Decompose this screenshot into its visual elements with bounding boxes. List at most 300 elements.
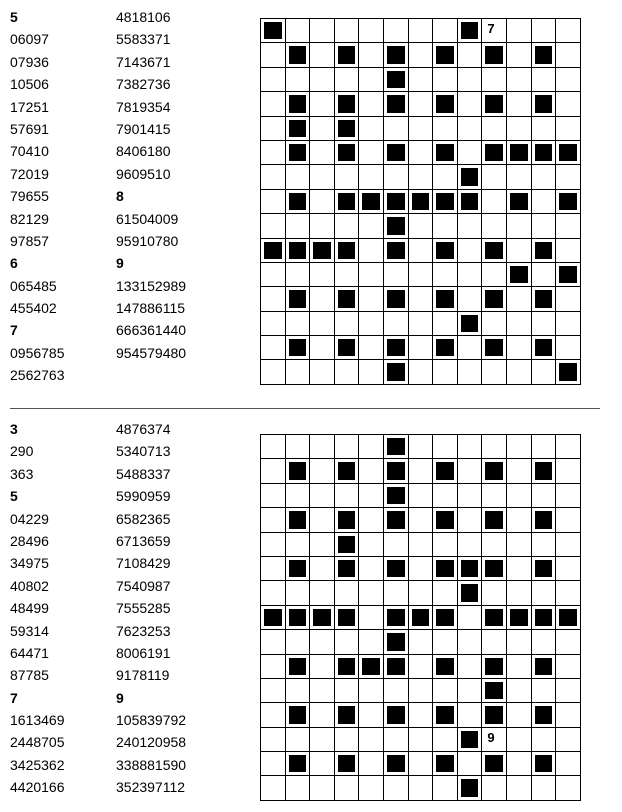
grid-cell[interactable]	[286, 263, 311, 287]
grid-cell[interactable]	[458, 287, 483, 311]
number-entry: 7819354	[116, 98, 171, 115]
grid-cell[interactable]	[556, 752, 581, 776]
grid-cell[interactable]	[409, 141, 434, 165]
black-cell	[335, 287, 360, 311]
grid-cell[interactable]	[335, 728, 360, 752]
grid-cell[interactable]	[482, 484, 507, 508]
grid-cell[interactable]	[310, 287, 335, 311]
grid-cell[interactable]	[286, 435, 311, 459]
grid-cell[interactable]	[359, 581, 384, 605]
grid-cell[interactable]	[409, 508, 434, 532]
black-cell	[286, 459, 311, 483]
grid-cell[interactable]	[482, 630, 507, 654]
grid-cell[interactable]	[458, 679, 483, 703]
grid-cell[interactable]	[286, 214, 311, 238]
grid-cell[interactable]	[409, 165, 434, 189]
grid-cell[interactable]	[335, 776, 360, 800]
grid-cell[interactable]	[532, 19, 557, 43]
black-cell	[482, 557, 507, 581]
grid-cell[interactable]	[310, 263, 335, 287]
grid-cell[interactable]	[335, 19, 360, 43]
grid-cell[interactable]	[556, 703, 581, 727]
grid-cell[interactable]	[261, 68, 286, 92]
grid-cell[interactable]	[507, 165, 532, 189]
grid-cell[interactable]	[261, 92, 286, 116]
grid-cell[interactable]	[261, 435, 286, 459]
grid-cell[interactable]	[359, 336, 384, 360]
grid-cell[interactable]	[409, 630, 434, 654]
grid-cell[interactable]	[261, 655, 286, 679]
grid-cell[interactable]	[556, 655, 581, 679]
grid-cell[interactable]	[507, 703, 532, 727]
grid-cell[interactable]	[409, 655, 434, 679]
grid-cell[interactable]	[409, 214, 434, 238]
grid-cell[interactable]	[409, 239, 434, 263]
grid-cell[interactable]	[384, 165, 409, 189]
grid-cell[interactable]	[556, 239, 581, 263]
grid-cell[interactable]	[286, 165, 311, 189]
grid-cell[interactable]	[507, 679, 532, 703]
black-cell	[433, 557, 458, 581]
grid-cell[interactable]	[507, 92, 532, 116]
grid-cell[interactable]	[359, 752, 384, 776]
grid-cell[interactable]	[384, 312, 409, 336]
grid-cell[interactable]	[507, 117, 532, 141]
grid-cell[interactable]	[556, 533, 581, 557]
grid-cell[interactable]	[261, 287, 286, 311]
grid-cell[interactable]	[359, 263, 384, 287]
number-entry: 3425362	[10, 756, 65, 773]
number-entry: 5990959	[116, 488, 171, 505]
grid-cell[interactable]	[556, 630, 581, 654]
grid-cell[interactable]	[261, 508, 286, 532]
grid-cell[interactable]	[261, 43, 286, 67]
grid-cell[interactable]	[286, 533, 311, 557]
grid-cell[interactable]	[409, 312, 434, 336]
grid-cell[interactable]	[458, 92, 483, 116]
grid-cell[interactable]	[359, 92, 384, 116]
grid-cell[interactable]	[507, 336, 532, 360]
grid-cell[interactable]	[286, 19, 311, 43]
grid-cell[interactable]	[261, 484, 286, 508]
grid-cell[interactable]	[433, 630, 458, 654]
number-entry: 7540987	[116, 577, 171, 594]
grid-cell[interactable]	[532, 533, 557, 557]
grid-cell[interactable]	[458, 239, 483, 263]
grid-cell[interactable]	[507, 728, 532, 752]
grid-cell[interactable]	[556, 165, 581, 189]
grid-cell[interactable]	[458, 360, 483, 384]
grid-cell[interactable]	[556, 435, 581, 459]
black-cell	[433, 336, 458, 360]
grid-cell[interactable]	[482, 312, 507, 336]
grid-cell[interactable]	[261, 752, 286, 776]
grid-cell[interactable]	[286, 630, 311, 654]
grid-cell[interactable]	[409, 533, 434, 557]
grid-cell[interactable]	[335, 360, 360, 384]
grid-cell[interactable]	[335, 630, 360, 654]
black-cell	[384, 484, 409, 508]
grid-cell[interactable]	[310, 312, 335, 336]
grid-cell[interactable]	[532, 776, 557, 800]
grid-cell[interactable]	[384, 19, 409, 43]
grid-cell[interactable]	[359, 312, 384, 336]
grid-cell[interactable]	[507, 484, 532, 508]
grid-cell[interactable]	[384, 728, 409, 752]
grid-cell[interactable]	[310, 728, 335, 752]
grid-cell[interactable]	[556, 557, 581, 581]
grid-cell[interactable]	[310, 435, 335, 459]
grid-cell[interactable]	[482, 360, 507, 384]
grid-cell[interactable]	[556, 287, 581, 311]
black-cell	[556, 190, 581, 214]
grid-cell[interactable]	[359, 68, 384, 92]
grid-cell[interactable]	[507, 214, 532, 238]
grid-cell[interactable]	[310, 581, 335, 605]
grid-cell[interactable]	[310, 459, 335, 483]
number-entry: 82129	[10, 210, 49, 227]
grid-cell[interactable]	[507, 581, 532, 605]
grid-cell[interactable]	[532, 360, 557, 384]
grid-cell[interactable]	[507, 19, 532, 43]
grid-cell[interactable]	[409, 263, 434, 287]
black-cell	[532, 336, 557, 360]
grid-cell[interactable]	[433, 360, 458, 384]
black-cell	[482, 336, 507, 360]
grid-cell[interactable]	[482, 728, 507, 752]
grid-cell[interactable]	[458, 533, 483, 557]
grid-cell[interactable]	[409, 287, 434, 311]
grid-cell[interactable]	[433, 533, 458, 557]
grid-cell[interactable]	[482, 214, 507, 238]
grid-cell[interactable]	[384, 263, 409, 287]
grid-cell[interactable]	[482, 263, 507, 287]
grid-cell[interactable]	[458, 117, 483, 141]
grid-cell[interactable]	[556, 92, 581, 116]
grid-cell[interactable]	[458, 214, 483, 238]
grid-cell[interactable]	[286, 776, 311, 800]
grid-cell[interactable]	[433, 19, 458, 43]
grid-cell[interactable]	[409, 19, 434, 43]
grid-cell[interactable]	[310, 117, 335, 141]
grid-cell[interactable]	[261, 214, 286, 238]
grid-cell[interactable]	[409, 581, 434, 605]
grid-cell[interactable]	[433, 728, 458, 752]
grid-cell[interactable]	[482, 776, 507, 800]
grid-cell[interactable]	[482, 581, 507, 605]
number-entry: 7143671	[116, 53, 171, 70]
grid-cell[interactable]	[532, 190, 557, 214]
grid-cell[interactable]	[458, 655, 483, 679]
grid-cell[interactable]	[482, 19, 507, 43]
grid-cell[interactable]	[458, 68, 483, 92]
grid-cell[interactable]	[433, 581, 458, 605]
grid-cell[interactable]	[359, 728, 384, 752]
grid-cell[interactable]	[261, 679, 286, 703]
grid-cell[interactable]	[458, 752, 483, 776]
grid-cell[interactable]	[261, 360, 286, 384]
grid-cell[interactable]	[359, 459, 384, 483]
grid-cell[interactable]	[433, 117, 458, 141]
grid-cell[interactable]	[532, 117, 557, 141]
grid-cell[interactable]	[261, 557, 286, 581]
grid-cell[interactable]	[335, 214, 360, 238]
grid-cell[interactable]	[507, 776, 532, 800]
grid-cell[interactable]	[482, 435, 507, 459]
grid-cell[interactable]	[409, 459, 434, 483]
grid-cell[interactable]	[286, 679, 311, 703]
grid-cell[interactable]	[507, 508, 532, 532]
grid-cell[interactable]	[286, 484, 311, 508]
grid-cell[interactable]	[359, 435, 384, 459]
grid-cell[interactable]	[310, 336, 335, 360]
grid-cell[interactable]	[384, 117, 409, 141]
grid-cell[interactable]	[261, 117, 286, 141]
grid-cell[interactable]	[335, 165, 360, 189]
grid-cell[interactable]	[433, 679, 458, 703]
grid-cell[interactable]	[482, 165, 507, 189]
grid-cell[interactable]	[409, 679, 434, 703]
grid-cell[interactable]	[359, 43, 384, 67]
grid-cell[interactable]	[335, 484, 360, 508]
grid-cell[interactable]	[556, 508, 581, 532]
grid-cell[interactable]	[556, 484, 581, 508]
grid-cell[interactable]	[335, 312, 360, 336]
grid-cell[interactable]	[359, 776, 384, 800]
grid-cell[interactable]	[359, 287, 384, 311]
grid-cell[interactable]	[310, 165, 335, 189]
grid-cell[interactable]	[433, 68, 458, 92]
grid-cell[interactable]	[482, 117, 507, 141]
grid-cell[interactable]	[261, 263, 286, 287]
grid-cell[interactable]	[532, 728, 557, 752]
grid-cell[interactable]	[310, 630, 335, 654]
number-entry: 147886115	[116, 300, 186, 317]
grid-cell[interactable]	[532, 312, 557, 336]
grid-cell[interactable]	[409, 336, 434, 360]
grid-cell[interactable]	[458, 141, 483, 165]
grid-cell[interactable]	[409, 776, 434, 800]
grid-cell[interactable]	[433, 214, 458, 238]
grid-cell[interactable]	[261, 165, 286, 189]
grid-cell[interactable]	[261, 459, 286, 483]
grid-cell[interactable]	[359, 484, 384, 508]
grid-cell[interactable]	[310, 68, 335, 92]
grid-cell[interactable]	[409, 435, 434, 459]
grid-cell[interactable]	[507, 360, 532, 384]
grid-cell[interactable]	[359, 19, 384, 43]
grid-cell[interactable]	[359, 606, 384, 630]
grid-cell[interactable]	[458, 606, 483, 630]
grid-cell[interactable]	[409, 68, 434, 92]
grid-cell[interactable]	[359, 141, 384, 165]
grid-cell[interactable]	[507, 312, 532, 336]
grid-cell[interactable]	[507, 435, 532, 459]
grid-cell[interactable]	[384, 533, 409, 557]
grid-cell[interactable]	[359, 679, 384, 703]
grid-cell[interactable]	[261, 533, 286, 557]
grid-cell[interactable]	[532, 679, 557, 703]
grid-cell[interactable]	[458, 43, 483, 67]
grid-cell[interactable]	[261, 141, 286, 165]
black-cell	[458, 312, 483, 336]
grid-cell[interactable]	[532, 214, 557, 238]
grid-cell[interactable]	[335, 263, 360, 287]
grid-cell[interactable]	[359, 165, 384, 189]
grid-cell[interactable]	[310, 484, 335, 508]
grid-cell[interactable]	[310, 214, 335, 238]
grid-cell[interactable]	[310, 776, 335, 800]
grid-cell[interactable]	[507, 459, 532, 483]
grid-cell[interactable]	[310, 679, 335, 703]
grid-cell[interactable]	[359, 508, 384, 532]
black-cell	[433, 239, 458, 263]
grid-cell[interactable]	[458, 459, 483, 483]
number-entry: 87785	[10, 667, 49, 684]
grid-cell[interactable]	[532, 484, 557, 508]
grid-cell[interactable]	[556, 336, 581, 360]
grid-cell[interactable]	[433, 312, 458, 336]
grid-cell[interactable]	[310, 508, 335, 532]
grid-cell[interactable]	[310, 752, 335, 776]
grid-cell[interactable]	[409, 728, 434, 752]
grid-cell[interactable]	[409, 92, 434, 116]
grid-cell[interactable]	[359, 703, 384, 727]
grid-cell[interactable]	[482, 190, 507, 214]
grid-cell[interactable]	[359, 214, 384, 238]
grid-cell[interactable]	[482, 533, 507, 557]
grid-cell[interactable]	[458, 263, 483, 287]
black-cell	[335, 141, 360, 165]
grid-cell[interactable]	[507, 68, 532, 92]
grid-cell[interactable]	[359, 533, 384, 557]
grid-cell[interactable]	[532, 165, 557, 189]
black-cell	[286, 336, 311, 360]
grid-cell[interactable]	[556, 776, 581, 800]
grid-cell[interactable]	[261, 703, 286, 727]
grid-cell[interactable]	[433, 263, 458, 287]
grid-cell[interactable]	[507, 239, 532, 263]
grid-cell[interactable]	[507, 655, 532, 679]
grid-cell[interactable]	[409, 752, 434, 776]
grid-cell[interactable]	[261, 728, 286, 752]
grid-cell[interactable]	[409, 360, 434, 384]
grid-cell[interactable]	[556, 581, 581, 605]
grid-cell[interactable]	[409, 484, 434, 508]
grid-cell[interactable]	[310, 533, 335, 557]
grid-cell[interactable]	[359, 630, 384, 654]
grid-cell[interactable]	[482, 68, 507, 92]
grid-cell[interactable]	[556, 68, 581, 92]
grid-cell[interactable]	[433, 776, 458, 800]
grid-cell[interactable]	[507, 630, 532, 654]
grid-cell[interactable]	[310, 43, 335, 67]
black-cell	[433, 141, 458, 165]
grid-cell[interactable]	[458, 336, 483, 360]
grid-cell[interactable]	[261, 312, 286, 336]
grid-cell[interactable]	[507, 287, 532, 311]
number-entry: 6582365	[116, 510, 171, 527]
grid-cell[interactable]	[409, 117, 434, 141]
grid-cell[interactable]	[335, 435, 360, 459]
grid-cell[interactable]	[310, 557, 335, 581]
black-cell	[556, 360, 581, 384]
grid-cell[interactable]	[532, 630, 557, 654]
grid-cell[interactable]	[310, 19, 335, 43]
black-cell	[384, 459, 409, 483]
grid-cell[interactable]	[384, 679, 409, 703]
grid-cell[interactable]	[310, 703, 335, 727]
grid-cell[interactable]	[532, 581, 557, 605]
grid-cell[interactable]	[310, 360, 335, 384]
grid-cell[interactable]	[409, 43, 434, 67]
grid-cell[interactable]	[458, 435, 483, 459]
grid-cell[interactable]	[384, 581, 409, 605]
grid-cell[interactable]	[286, 360, 311, 384]
grid-cell[interactable]	[359, 557, 384, 581]
grid-cell[interactable]	[507, 752, 532, 776]
grid-cell[interactable]	[261, 776, 286, 800]
grid-cell[interactable]	[556, 459, 581, 483]
grid-cell[interactable]	[532, 263, 557, 287]
grid-cell[interactable]	[335, 581, 360, 605]
grid-cell[interactable]	[286, 728, 311, 752]
grid-cell[interactable]	[458, 484, 483, 508]
grid-cell[interactable]	[507, 533, 532, 557]
grid-cell[interactable]	[310, 141, 335, 165]
grid-cell[interactable]	[556, 117, 581, 141]
grid-cell[interactable]	[458, 703, 483, 727]
grid-cell[interactable]	[433, 484, 458, 508]
grid-cell[interactable]	[261, 190, 286, 214]
grid-cell[interactable]	[507, 43, 532, 67]
grid-cell[interactable]	[359, 117, 384, 141]
grid-cell[interactable]	[310, 190, 335, 214]
grid-cell[interactable]	[507, 557, 532, 581]
grid-cell[interactable]	[556, 728, 581, 752]
grid-cell[interactable]	[433, 165, 458, 189]
number-entry: 455402	[10, 300, 57, 317]
black-cell	[335, 190, 360, 214]
grid-cell[interactable]	[286, 68, 311, 92]
grid-cell[interactable]	[458, 630, 483, 654]
grid-cell[interactable]	[261, 630, 286, 654]
grid-cell[interactable]	[433, 435, 458, 459]
grid-cell[interactable]	[335, 68, 360, 92]
grid-cell[interactable]	[359, 360, 384, 384]
grid-cell[interactable]	[532, 435, 557, 459]
grid-cell[interactable]	[310, 655, 335, 679]
grid-cell[interactable]	[261, 581, 286, 605]
grid-cell[interactable]	[384, 776, 409, 800]
grid-cell[interactable]	[556, 19, 581, 43]
grid-cell[interactable]	[458, 508, 483, 532]
grid-cell[interactable]	[286, 312, 311, 336]
grid-cell[interactable]	[556, 214, 581, 238]
grid-cell[interactable]	[409, 703, 434, 727]
grid-cell[interactable]	[286, 581, 311, 605]
grid-cell[interactable]	[556, 679, 581, 703]
grid-cell[interactable]	[409, 557, 434, 581]
black-cell	[532, 141, 557, 165]
grid-cell[interactable]	[556, 312, 581, 336]
grid-cell[interactable]	[556, 43, 581, 67]
grid-cell[interactable]	[532, 68, 557, 92]
grid-cell[interactable]	[359, 239, 384, 263]
grid-cell[interactable]	[261, 336, 286, 360]
grid-cell[interactable]	[310, 92, 335, 116]
grid-cell[interactable]	[335, 679, 360, 703]
